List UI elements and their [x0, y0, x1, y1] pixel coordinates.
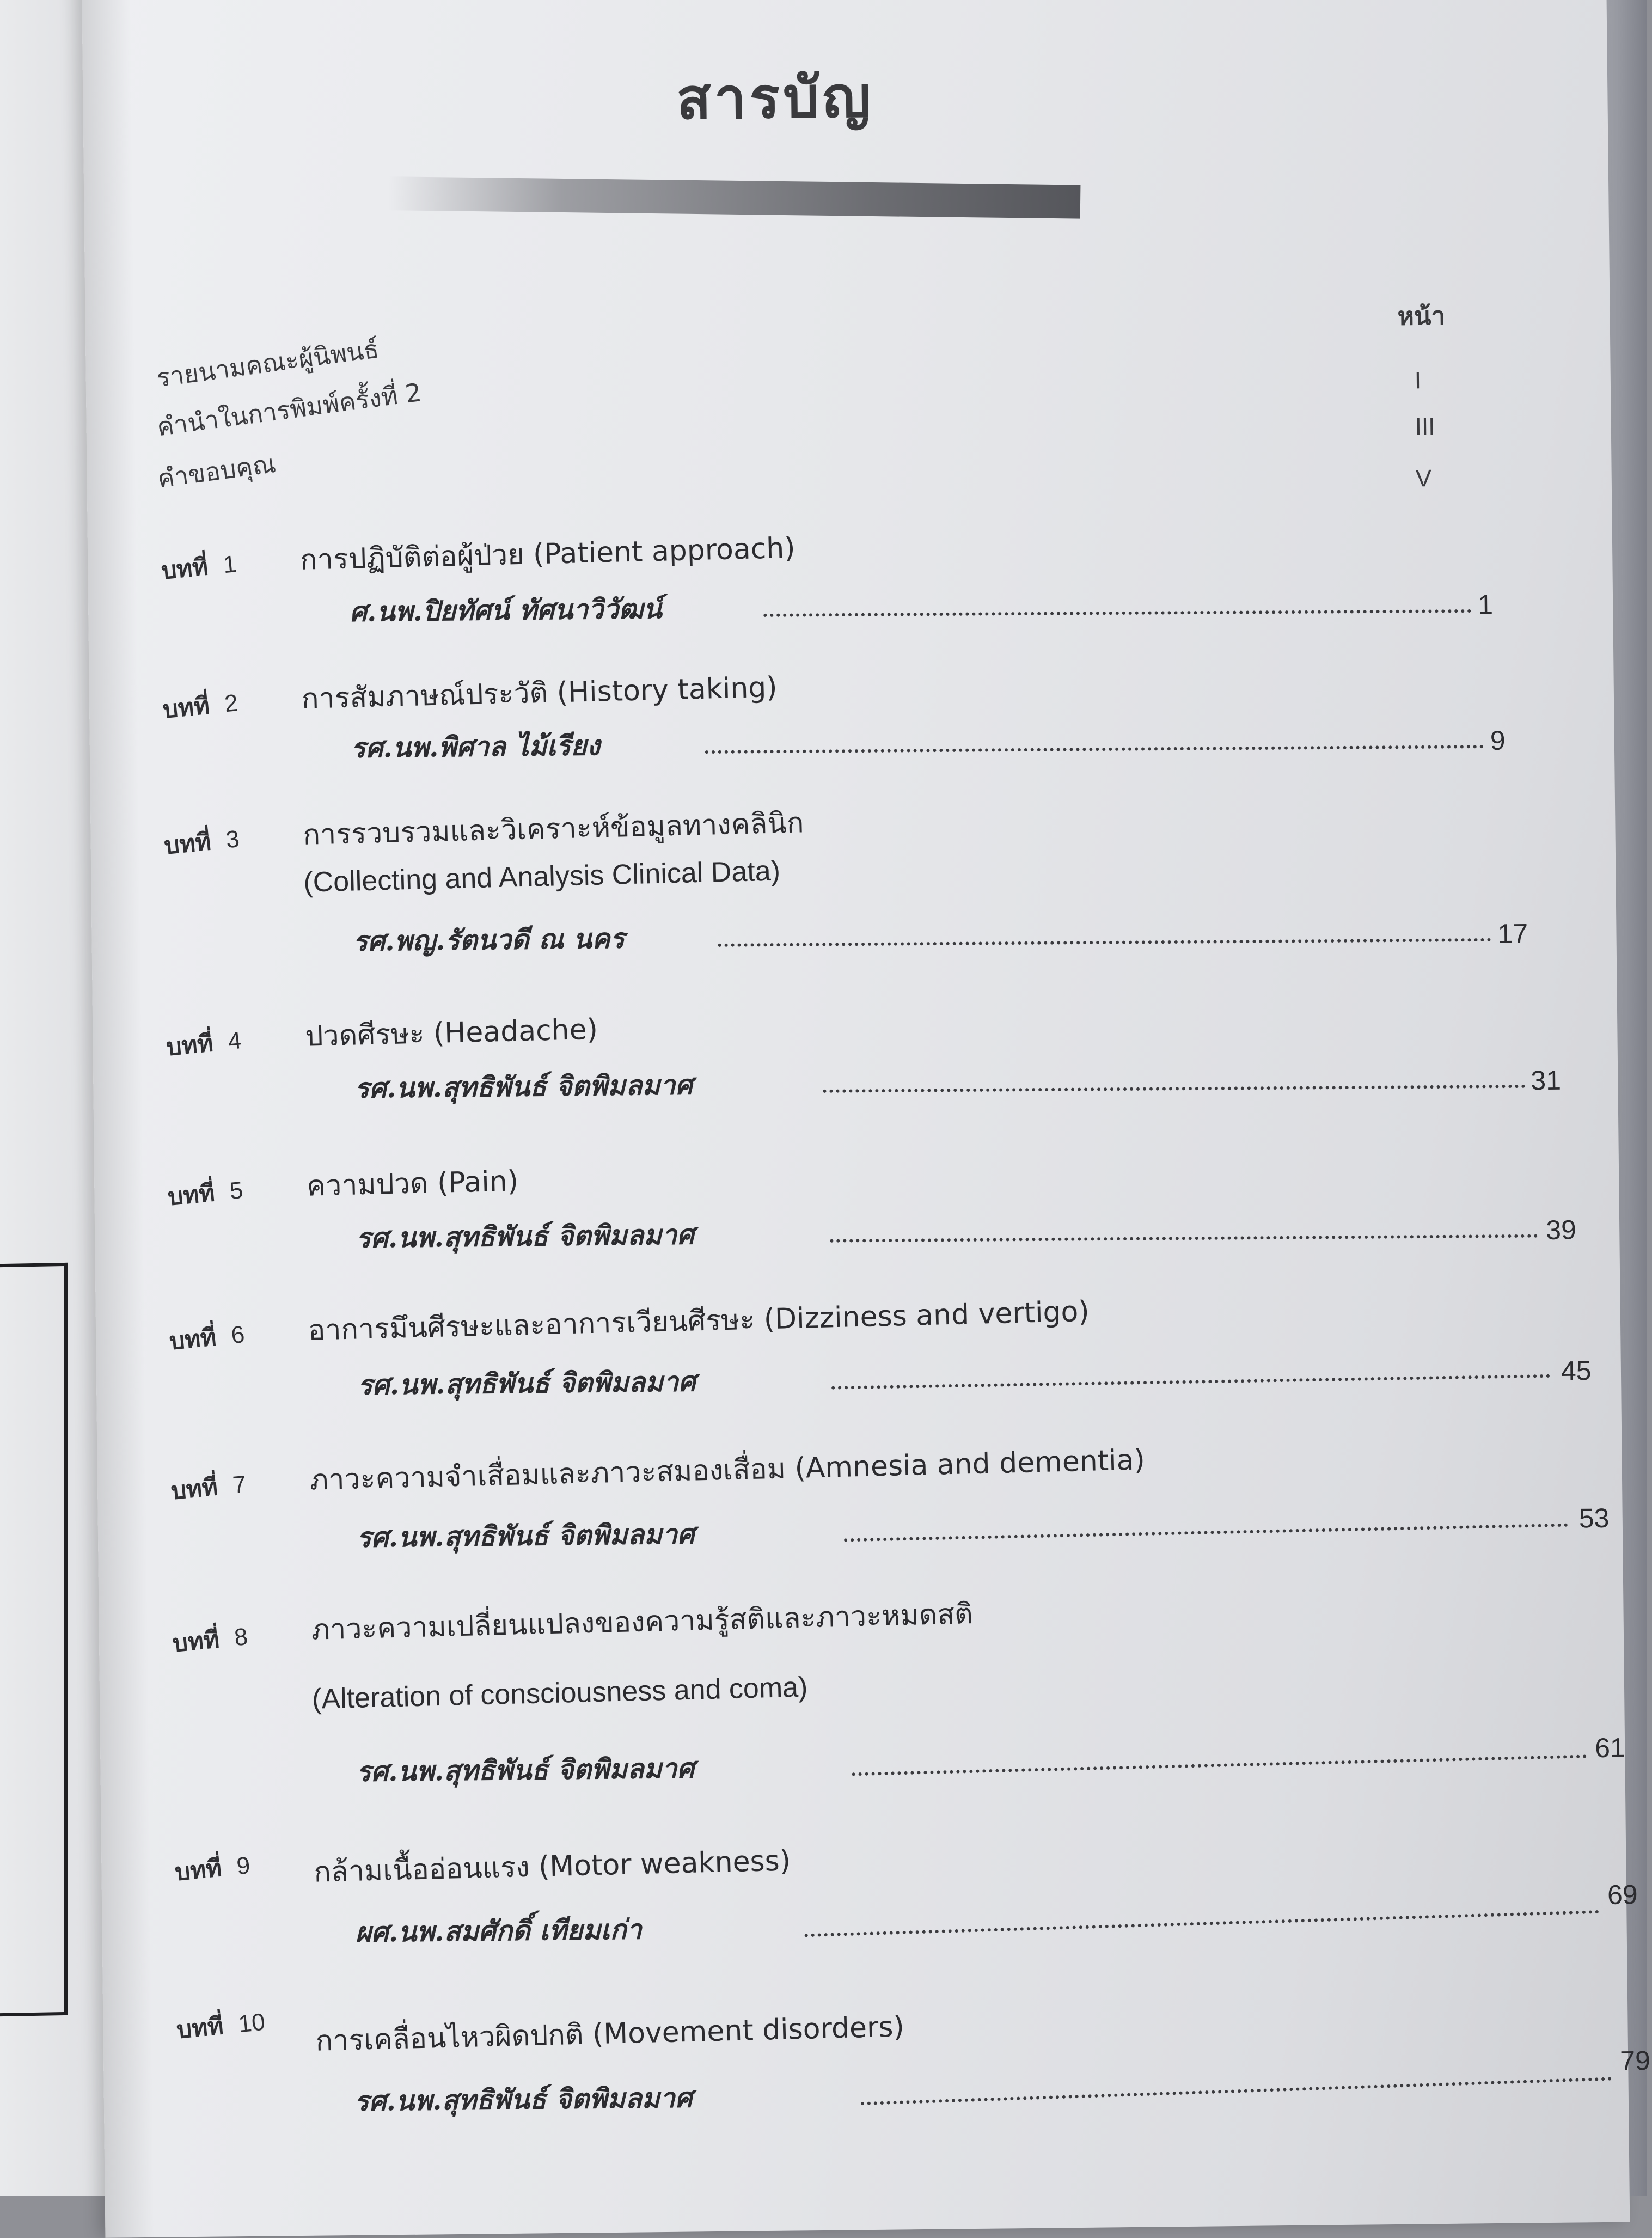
- chapter-title-english: (Collecting and Analysis Clinical Data): [303, 855, 781, 898]
- chapter-number: 1: [222, 551, 238, 579]
- chapter-label: [161, 683, 240, 729]
- chapter-title: การสัมภาษณ์ประวัติ (History taking): [301, 671, 778, 716]
- chapter-number: 7: [231, 1471, 248, 1499]
- chapter-page-number: 9: [1490, 725, 1506, 756]
- chapter-number: 9: [235, 1852, 252, 1880]
- chapter-label: [168, 1315, 247, 1360]
- chapter-title: การปฏิบัติต่อผู้ป่วย (Patient approach): [299, 531, 796, 577]
- chapter-page-number: 31: [1531, 1065, 1562, 1096]
- chapter-word: บทที่: [160, 553, 210, 585]
- chapter-label: [171, 1617, 250, 1662]
- chapter-page-number: 79: [1619, 2045, 1651, 2076]
- front-matter-label: รายนามคณะผู้นิพนธ์: [155, 334, 381, 393]
- chapter-word: บทที่: [165, 1029, 215, 1062]
- chapter-word: บทที่: [167, 1179, 216, 1212]
- chapter-title-english: (Alteration of consciousness and coma): [311, 1671, 809, 1715]
- chapter-title: ภาวะความเปลี่ยนแปลงของความรู้สติและภาวะหมดสติ: [311, 1598, 974, 1647]
- chapter-page-number: 17: [1497, 918, 1528, 949]
- chapter-author: รศ.นพ.สุทธิพันธ์ จิตพิมลมาศ: [356, 1518, 695, 1554]
- chapter-page-number: 69: [1607, 1879, 1638, 1910]
- chapter-title: ปวดศีรษะ (Headache): [304, 1013, 598, 1053]
- chapter-label: [169, 1465, 248, 1510]
- chapter-page-number: 53: [1578, 1502, 1610, 1534]
- chapter-author: รศ.นพ.สุทธิพันธ์ จิตพิมลมาศ: [356, 1218, 695, 1254]
- chapter-author: รศ.นพ.สุทธิพันธ์ จิตพิมลมาศ: [354, 1068, 693, 1104]
- chapter-word: บทที่: [168, 1323, 218, 1356]
- chapter-word: บทที่: [169, 1473, 219, 1506]
- chapter-label: [166, 1171, 245, 1216]
- chapter-number: 3: [224, 826, 241, 854]
- front-matter-page: I: [1414, 367, 1422, 394]
- chapter-number: 10: [237, 2008, 267, 2038]
- chapter-author: รศ.นพ.พิศาล ไม้เรียง: [351, 729, 601, 764]
- chapter-page-number: 45: [1561, 1355, 1592, 1386]
- chapter-label: [164, 1021, 243, 1066]
- chapter-page-number: 39: [1545, 1214, 1577, 1245]
- chapter-word: บทที่: [171, 1625, 221, 1658]
- chapter-page-number: 1: [1477, 589, 1494, 620]
- chapter-title: ภาวะความจำเสื่อมและภาวะสมองเสื่อม (Amnesia and dementia): [309, 1444, 1146, 1497]
- chapter-author: รศ.นพ.สุทธิพันธ์ จิตพิมลมาศ: [357, 1365, 696, 1401]
- chapter-title: กล้ามเนื้ออ่อนแรง (Motor weakness): [313, 1844, 791, 1889]
- chapter-label: [173, 1846, 252, 1891]
- chapter-number: 2: [223, 689, 240, 718]
- chapter-title: การเคลื่อนไหวผิดปกติ (Movement disorders): [315, 2010, 905, 2058]
- front-matter-list: [82, 0, 1630, 2238]
- page-column-header: หน้า: [1397, 301, 1446, 331]
- front-matter-page: V: [1415, 465, 1432, 492]
- chapter-number: 4: [227, 1027, 243, 1055]
- front-matter-item: [86, 377, 1611, 447]
- chapter-author: รศ.นพ.สุทธิพันธ์ จิตพิมลมาศ: [356, 1752, 695, 1788]
- chapter-author: รศ.พญ.รัตนวดี ณ นคร: [353, 922, 625, 957]
- chapter-page-number: 61: [1594, 1732, 1626, 1764]
- chapter-number: 6: [230, 1321, 246, 1349]
- chapter-word: บทที่: [175, 2012, 225, 2045]
- chapter-title: การรวบรวมและวิเคราะห์ข้อมูลทางคลินิก: [302, 806, 805, 852]
- front-matter-label: คำนำในการพิมพ์ครั้งที่ 2: [155, 377, 424, 442]
- page-title: สารบัญ: [676, 63, 874, 132]
- underlying-page-frame: [0, 1263, 68, 2016]
- front-matter-page: III: [1415, 413, 1435, 441]
- chapter-title: อาการมึนศีรษะและอาการเวียนศีรษะ (Dizziness and vertigo): [308, 1295, 1090, 1347]
- front-matter-item: [87, 444, 1612, 498]
- chapter-number: 5: [228, 1177, 244, 1205]
- book-page: [82, 0, 1651, 2238]
- chapter-word: บทที่: [163, 828, 212, 860]
- chapter-author: ผศ.นพ.สมศักดิ์ เทียมเก่า: [355, 1913, 642, 1948]
- front-matter-label: คำขอบคุณ: [156, 448, 278, 494]
- chapter-title: ความปวด (Pain): [306, 1165, 519, 1203]
- chapter-author: ศ.นพ.ปิยทัศน์ ทัศนาวิวัฒน์: [349, 592, 662, 628]
- chapter-author: รศ.นพ.สุทธิพันธ์ จิตพิมลมาศ: [354, 2081, 693, 2117]
- chapter-number: 8: [233, 1623, 249, 1652]
- chapter-word: บทที่: [173, 1854, 223, 1887]
- chapter-label: [160, 545, 238, 590]
- chapter-word: บทที่: [161, 692, 211, 724]
- chapter-label: [162, 820, 241, 865]
